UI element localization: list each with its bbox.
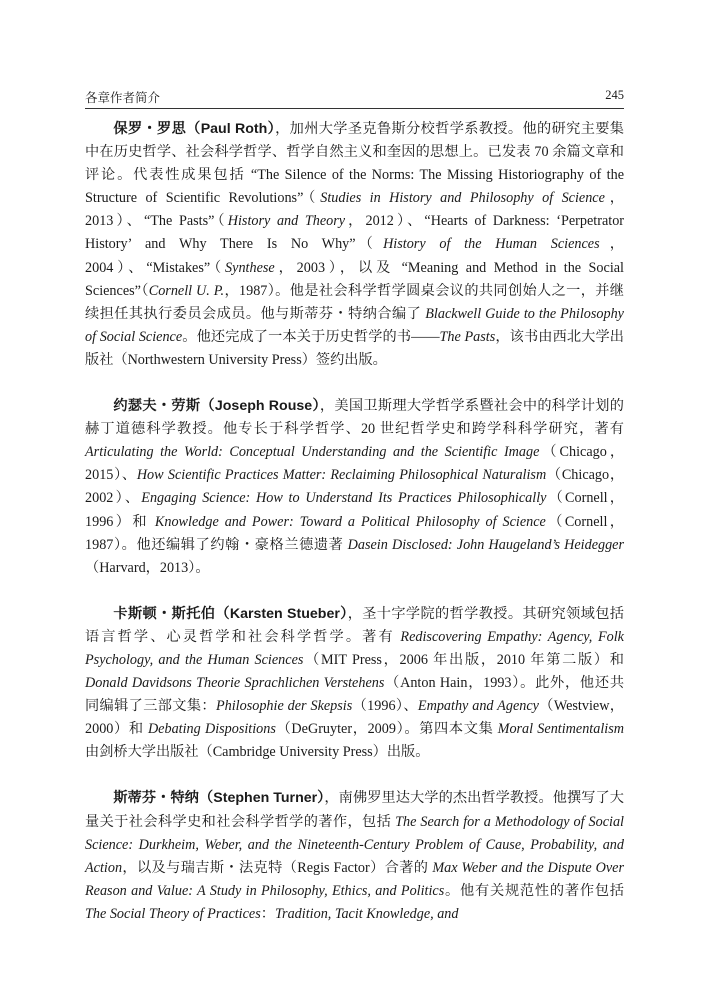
author-bio-paragraph <box>85 395 624 580</box>
bio-text: ，以及与瑞吉斯・法克特（Regis Factor）合著的 <box>122 859 433 876</box>
author-bios <box>85 118 624 949</box>
work-title: Knowledge and Power: Toward a Political Philosophy of Science <box>154 513 546 530</box>
bio-text: 。他还完成了一本关于历史哲学的书—— <box>182 328 440 345</box>
bio-text: 由剑桥大学出版社（Cambridge University Press）出版。 <box>85 744 430 761</box>
work-title: Tradition, Tacit Knowledge, and <box>274 905 459 922</box>
bio-text: （Chicago，2015）、 <box>85 444 625 484</box>
work-title: The Social Theory of Practices <box>85 905 261 922</box>
bio-text: （1996）、 <box>352 698 418 715</box>
bio-text: ，2012）、“Hearts of Darkness: ‘Perpetrator History’ and Why There Is No Why”（ <box>85 213 625 253</box>
page-number: 245 <box>605 88 624 102</box>
work-title: How Scientific Practices Matter: Reclaiming Philosophical Naturalism <box>136 467 547 484</box>
work-title: Debating Dispositions <box>147 721 276 738</box>
bio-text: （DeGruyter，2009）。第四本文集 <box>275 721 498 738</box>
bio-text: ，2003），以及 “Meaning and Method in the Social Sciences”（ <box>85 259 624 299</box>
bio-text: （Cornell，1987）。他还编辑了约翰・豪格兰德遗著 <box>85 513 624 553</box>
work-title: History and Theory <box>227 213 346 230</box>
work-title: Articulating the World: Conceptual Understanding and the Scientific Image <box>85 444 540 461</box>
bio-text: ： <box>260 905 275 922</box>
work-title: The Search for a Methodology of Social Science: Durkheim, Weber, and the Nineteenth-Century Problem of Cause, Probability, and Action <box>85 813 624 876</box>
author-name: 斯蒂芬・特纳（Stephen Turner） <box>113 790 325 807</box>
author-bio-paragraph <box>85 118 624 372</box>
work-title: Cornell U. P. <box>148 282 225 299</box>
work-title: Max Weber and the Dispute Over Reason and Value: A Study in Philosophy, Ethics, and Politics <box>85 859 624 899</box>
author-bio-paragraph <box>85 603 624 765</box>
author-name: 约瑟夫・劳斯（Joseph Rouse） <box>113 398 320 415</box>
bio-text: ，该书由西北大学出版社（Northwestern University Press）签约出版。 <box>85 328 624 368</box>
bio-text: ，美国卫斯理大学哲学系暨社会中的科学计划的赫丁道德科学教授。他专长于科学哲学、20 世纪哲学史和跨学科科学研究，著有 <box>85 398 624 438</box>
author-bio-paragraph <box>85 787 624 926</box>
author-name: 保罗・罗思（Paul Roth） <box>113 121 276 137</box>
work-title: Rediscovering Empathy: Agency, Folk Psychology, and the Human Sciences <box>85 628 624 668</box>
work-title: Synthese <box>225 259 275 276</box>
work-title: History of the Human Sciences <box>383 236 600 253</box>
author-name: 卡斯顿・斯托伯（Karsten Stueber） <box>113 605 348 622</box>
running-header <box>85 88 624 106</box>
bio-text: （Chicago，2002）、 <box>85 467 625 507</box>
bio-text: ，2013）、“The Pasts”（ <box>85 190 624 230</box>
bio-text: ，1987）。他是社会科学哲学圆桌会议的共同创始人之一，并继续担任其执行委员会成员。他与斯蒂芬・特纳合编了 <box>85 282 624 322</box>
bio-text: （Westview，2000）和 <box>85 698 624 738</box>
section-title: 各章作者简介 <box>85 91 161 105</box>
work-title: Moral Sentimentalism <box>497 721 624 738</box>
work-title: Dasein Disclosed: John Haugeland’s Heidegger <box>347 536 625 553</box>
bio-text: ，南佛罗里达大学的杰出哲学教授。他撰写了大量关于社会科学史和社会科学哲学的著作，包括 <box>85 790 624 830</box>
bio-text: ，加州大学圣克鲁斯分校哲学系教授。他的研究主要集中在历史哲学、社会科学哲学、哲学自然主义和奎因的思想上。已发表 70 余篇文章和评论。代表性成果包括 “The Silence of the Norms: The Missing Historiography of the Structure of Scientific Revolutions”（ <box>85 121 624 207</box>
bio-text: ，2004）、“Mistakes”（ <box>85 236 624 276</box>
bio-text: （Harvard，2013）。 <box>85 559 210 576</box>
work-title: Donald Davidsons Theorie Sprachlichen Verstehens <box>85 675 385 692</box>
bio-text: （MIT Press，2006 年出版，2010 年第二版）和 <box>303 651 624 668</box>
bio-text: 。他有关规范性的著作包括 <box>444 882 624 899</box>
work-title: Empathy and Agency <box>417 698 539 715</box>
header-rule <box>85 108 624 109</box>
work-title: Engaging Science: How to Understand Its Practices Philosophically <box>141 490 547 507</box>
bio-text: ，圣十字学院的哲学教授。其研究领域包括语言哲学、心灵哲学和社会科学哲学。著有 <box>85 605 624 645</box>
work-title: Philosophie der Skepsis <box>215 698 353 715</box>
bio-text: （Cornell，1996）和 <box>85 490 624 530</box>
work-title: Blackwell Guide to the Philosophy of Social Science <box>85 305 624 345</box>
bio-text: （Anton Hain，1993）。此外，他还共同编辑了三部文集： <box>85 675 625 715</box>
work-title: The Pasts <box>439 328 496 345</box>
work-title: Studies in History and Philosophy of Science <box>320 190 605 207</box>
